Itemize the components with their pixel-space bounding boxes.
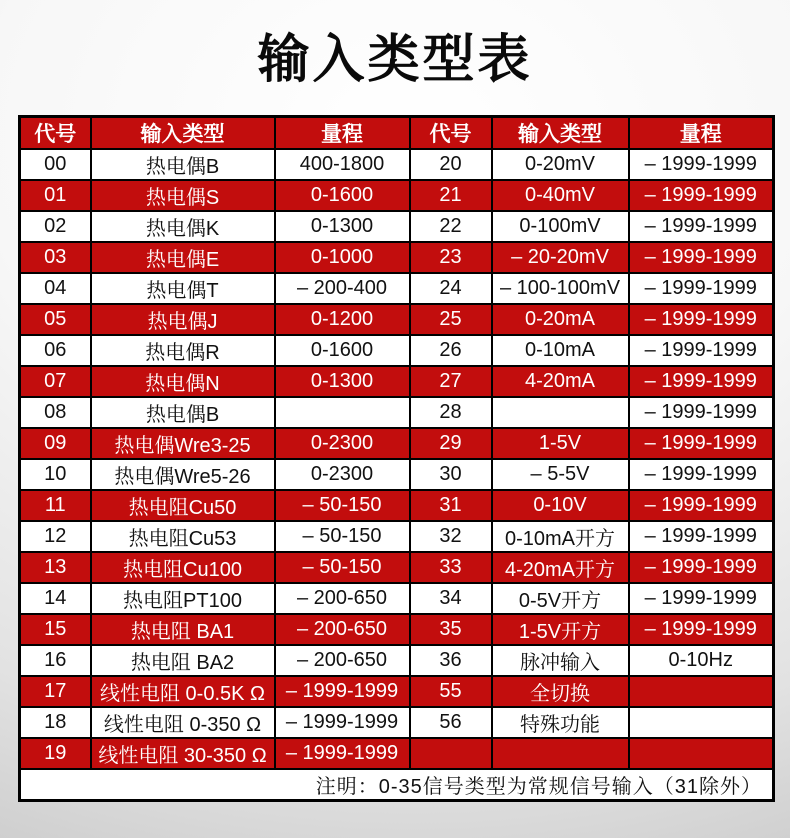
input-type-cell-right: 脉冲输入 — [492, 645, 629, 676]
input-type-cell-right: 特殊功能 — [492, 707, 629, 738]
range-cell-right: – 1999-1999 — [629, 211, 774, 242]
code-cell-right: 36 — [410, 645, 492, 676]
input-type-cell-left: 热电阻 BA1 — [91, 614, 275, 645]
code-cell-left: 17 — [20, 676, 91, 707]
input-type-cell-right: 0-100mV — [492, 211, 629, 242]
range-cell-left: 0-1600 — [275, 335, 410, 366]
table-row — [20, 676, 774, 707]
range-cell-left: – 1999-1999 — [275, 738, 410, 769]
range-cell-right: – 1999-1999 — [629, 428, 774, 459]
range-cell-left: 0-1600 — [275, 180, 410, 211]
input-type-cell-left: 热电偶Wre3-25 — [91, 428, 275, 459]
input-type-cell-left: 热电阻PT100 — [91, 583, 275, 614]
range-cell-right: – 1999-1999 — [629, 583, 774, 614]
code-cell-left: 18 — [20, 707, 91, 738]
range-cell-left: 0-1300 — [275, 366, 410, 397]
range-cell-right: – 1999-1999 — [629, 242, 774, 273]
input-type-cell-left: 线性电阻 0-350 Ω — [91, 707, 275, 738]
table-row — [20, 707, 774, 738]
range-cell-left: 0-1200 — [275, 304, 410, 335]
code-cell-left: 11 — [20, 490, 91, 521]
input-type-cell-left: 热电偶B — [91, 397, 275, 428]
table-row — [20, 521, 774, 552]
range-cell-left: – 50-150 — [275, 552, 410, 583]
input-type-cell-left: 热电阻Cu100 — [91, 552, 275, 583]
header-range-left: 量程 — [275, 117, 410, 150]
input-type-cell-left: 热电偶E — [91, 242, 275, 273]
input-type-cell-left: 热电偶T — [91, 273, 275, 304]
input-type-cell-right: 0-10V — [492, 490, 629, 521]
input-type-cell-left: 热电偶B — [91, 149, 275, 180]
code-cell-right: 28 — [410, 397, 492, 428]
header-row — [20, 117, 774, 150]
code-cell-right: 31 — [410, 490, 492, 521]
code-cell-left: 15 — [20, 614, 91, 645]
range-cell-left — [275, 397, 410, 428]
table-header — [20, 117, 774, 150]
table-row — [20, 645, 774, 676]
input-type-cell-left: 热电偶J — [91, 304, 275, 335]
range-cell-left: 0-1000 — [275, 242, 410, 273]
code-cell-left: 07 — [20, 366, 91, 397]
table-row — [20, 583, 774, 614]
table-row — [20, 459, 774, 490]
range-cell-left: 0-2300 — [275, 459, 410, 490]
table-row — [20, 304, 774, 335]
code-cell-left: 19 — [20, 738, 91, 769]
table-body — [20, 149, 774, 769]
input-type-cell-left: 热电阻Cu53 — [91, 521, 275, 552]
code-cell-right: 32 — [410, 521, 492, 552]
table-row — [20, 149, 774, 180]
code-cell-right: 25 — [410, 304, 492, 335]
code-cell-left: 14 — [20, 583, 91, 614]
table-row — [20, 614, 774, 645]
header-input-type-right: 输入类型 — [492, 117, 629, 150]
input-type-cell-right: 全切换 — [492, 676, 629, 707]
input-type-cell-right: 4-20mA开方 — [492, 552, 629, 583]
input-type-cell-left: 热电偶N — [91, 366, 275, 397]
input-type-cell-right: 0-40mV — [492, 180, 629, 211]
header-input-type-left: 输入类型 — [91, 117, 275, 150]
range-cell-right: – 1999-1999 — [629, 180, 774, 211]
header-code-left: 代号 — [20, 117, 91, 150]
range-cell-right: – 1999-1999 — [629, 304, 774, 335]
code-cell-right: 35 — [410, 614, 492, 645]
code-cell-left: 06 — [20, 335, 91, 366]
code-cell-left: 13 — [20, 552, 91, 583]
code-cell-left: 16 — [20, 645, 91, 676]
input-type-cell-right: 0-20mV — [492, 149, 629, 180]
range-cell-right: – 1999-1999 — [629, 490, 774, 521]
input-type-cell-left: 热电阻Cu50 — [91, 490, 275, 521]
table-row — [20, 180, 774, 211]
code-cell-left: 04 — [20, 273, 91, 304]
input-type-cell-right: 0-10mA — [492, 335, 629, 366]
code-cell-right: 29 — [410, 428, 492, 459]
table-row — [20, 490, 774, 521]
code-cell-right: 27 — [410, 366, 492, 397]
input-type-cell-right: 1-5V — [492, 428, 629, 459]
input-type-cell-right: 4-20mA — [492, 366, 629, 397]
table-row — [20, 552, 774, 583]
code-cell-left: 05 — [20, 304, 91, 335]
code-cell-right — [410, 738, 492, 769]
range-cell-left: – 50-150 — [275, 490, 410, 521]
table-footer — [20, 769, 774, 801]
note-row — [20, 769, 774, 801]
range-cell-right: – 1999-1999 — [629, 366, 774, 397]
page-title: 输入类型表 — [257, 31, 533, 89]
range-cell-left: – 50-150 — [275, 521, 410, 552]
table-row — [20, 397, 774, 428]
input-type-cell-left: 热电阻 BA2 — [91, 645, 275, 676]
code-cell-right: 33 — [410, 552, 492, 583]
input-type-cell-right: 0-5V开方 — [492, 583, 629, 614]
table-row — [20, 211, 774, 242]
range-cell-left: 0-2300 — [275, 428, 410, 459]
code-cell-left: 02 — [20, 211, 91, 242]
table-row — [20, 738, 774, 769]
input-type-cell-right: 0-20mA — [492, 304, 629, 335]
input-type-cell-left: 线性电阻 30-350 Ω — [91, 738, 275, 769]
input-type-cell-left: 热电偶Wre5-26 — [91, 459, 275, 490]
table-row — [20, 273, 774, 304]
input-type-cell-right: – 100-100mV — [492, 273, 629, 304]
header-code-right: 代号 — [410, 117, 492, 150]
code-cell-left: 10 — [20, 459, 91, 490]
input-type-cell-right: 0-10mA开方 — [492, 521, 629, 552]
input-type-cell-right: – 5-5V — [492, 459, 629, 490]
code-cell-right: 21 — [410, 180, 492, 211]
table-row — [20, 335, 774, 366]
header-range-right: 量程 — [629, 117, 774, 150]
input-type-cell-right — [492, 738, 629, 769]
range-cell-right: – 1999-1999 — [629, 614, 774, 645]
code-cell-right: 56 — [410, 707, 492, 738]
range-cell-left: – 200-650 — [275, 614, 410, 645]
code-cell-right: 30 — [410, 459, 492, 490]
input-type-table — [18, 115, 775, 802]
code-cell-right: 23 — [410, 242, 492, 273]
range-cell-left: 400-1800 — [275, 149, 410, 180]
code-cell-right: 55 — [410, 676, 492, 707]
range-cell-left: 0-1300 — [275, 211, 410, 242]
range-cell-left: – 1999-1999 — [275, 676, 410, 707]
input-type-cell-right — [492, 397, 629, 428]
range-cell-right — [629, 676, 774, 707]
range-cell-left: – 200-400 — [275, 273, 410, 304]
range-cell-right: – 1999-1999 — [629, 273, 774, 304]
range-cell-right: – 1999-1999 — [629, 552, 774, 583]
input-type-cell-left: 热电偶K — [91, 211, 275, 242]
range-cell-right: – 1999-1999 — [629, 521, 774, 552]
code-cell-left: 03 — [20, 242, 91, 273]
code-cell-left: 00 — [20, 149, 91, 180]
table-row — [20, 366, 774, 397]
range-cell-right: – 1999-1999 — [629, 397, 774, 428]
range-cell-left: – 200-650 — [275, 583, 410, 614]
code-cell-left: 12 — [20, 521, 91, 552]
input-type-cell-left: 热电偶S — [91, 180, 275, 211]
input-type-cell-left: 线性电阻 0-0.5K Ω — [91, 676, 275, 707]
range-cell-right: – 1999-1999 — [629, 459, 774, 490]
input-type-cell-right: 1-5V开方 — [492, 614, 629, 645]
code-cell-left: 01 — [20, 180, 91, 211]
range-cell-right: – 1999-1999 — [629, 335, 774, 366]
input-type-cell-right: – 20-20mV — [492, 242, 629, 273]
range-cell-right: – 1999-1999 — [629, 149, 774, 180]
range-cell-left: – 1999-1999 — [275, 707, 410, 738]
input-type-cell-left: 热电偶R — [91, 335, 275, 366]
code-cell-right: 26 — [410, 335, 492, 366]
range-cell-right — [629, 738, 774, 769]
range-cell-left: – 200-650 — [275, 645, 410, 676]
table-note: 注明：0-35信号类型为常规信号输入（31除外） — [20, 769, 774, 801]
range-cell-right: 0-10Hz — [629, 645, 774, 676]
code-cell-left: 08 — [20, 397, 91, 428]
code-cell-right: 22 — [410, 211, 492, 242]
code-cell-right: 24 — [410, 273, 492, 304]
range-cell-right — [629, 707, 774, 738]
code-cell-right: 20 — [410, 149, 492, 180]
table-row — [20, 242, 774, 273]
table-row — [20, 428, 774, 459]
code-cell-left: 09 — [20, 428, 91, 459]
code-cell-right: 34 — [410, 583, 492, 614]
